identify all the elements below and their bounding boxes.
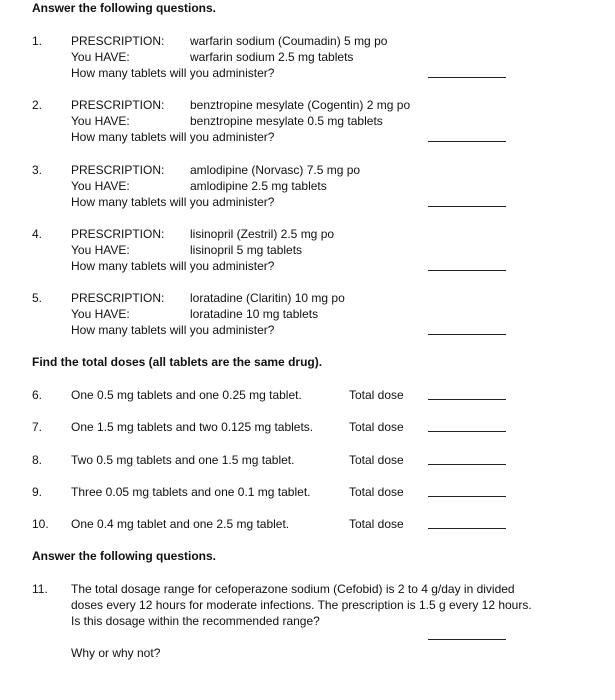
section3-heading: Answer the following questions. (32, 549, 217, 563)
have-value: lisinopril 5 mg tablets (190, 243, 303, 257)
prescription-value: benztropine mesylate (Cogentin) 2 mg po (190, 98, 411, 112)
answer-blank-2[interactable] (428, 141, 506, 142)
answer-blank-9[interactable] (428, 496, 506, 497)
question-number: 2. (32, 98, 43, 112)
prescription-value: loratadine (Claritin) 10 mg po (190, 291, 345, 305)
question-text-line: Is this dosage within the recommended range? (71, 614, 320, 628)
prescription-label: PRESCRIPTION: (71, 34, 165, 48)
question-number: 8. (32, 453, 43, 467)
question-number: 10. (32, 517, 49, 531)
total-dose-label: Total dose (349, 517, 404, 531)
total-dose-label: Total dose (349, 485, 404, 499)
have-value: benztropine mesylate 0.5 mg tablets (190, 114, 383, 128)
followup-question: Why or why not? (71, 646, 161, 660)
question-text: One 0.5 mg tablets and one 0.25 mg tablet. (71, 388, 302, 402)
question-text: Two 0.5 mg tablets and one 1.5 mg tablet. (71, 453, 295, 467)
total-dose-label: Total dose (349, 388, 404, 402)
question-text: How many tablets will you administer? (71, 195, 275, 209)
prescription-value: lisinopril (Zestril) 2.5 mg po (190, 227, 335, 241)
prescription-value: amlodipine (Norvasc) 7.5 mg po (190, 163, 361, 177)
answer-blank-7[interactable] (428, 431, 506, 432)
question-number: 11. (32, 582, 48, 596)
question-number: 5. (32, 291, 43, 305)
question-text: How many tablets will you administer? (71, 66, 275, 80)
have-label: You HAVE: (71, 179, 130, 193)
question-number: 1. (32, 34, 43, 48)
have-label: You HAVE: (71, 114, 130, 128)
prescription-value: warfarin sodium (Coumadin) 5 mg po (190, 34, 388, 48)
question-number: 7. (32, 420, 43, 434)
question-number: 6. (32, 388, 43, 402)
section2-heading: Find the total doses (all tablets are the same drug). (32, 355, 323, 369)
answer-blank-4[interactable] (428, 270, 506, 271)
answer-blank-11[interactable] (428, 639, 506, 640)
total-dose-label: Total dose (349, 453, 404, 467)
have-label: You HAVE: (71, 307, 130, 321)
total-dose-label: Total dose (349, 420, 404, 434)
prescription-label: PRESCRIPTION: (71, 163, 165, 177)
answer-blank-6[interactable] (428, 399, 506, 400)
answer-blank-5[interactable] (428, 334, 506, 335)
question-text: How many tablets will you administer? (71, 259, 275, 273)
question-text-line: doses every 12 hours for moderate infections. The prescription is 1.5 g every 12 hours. (71, 598, 532, 612)
have-value: amlodipine 2.5 mg tablets (190, 179, 327, 193)
question-number: 9. (32, 485, 43, 499)
question-text: One 1.5 mg tablets and two 0.125 mg tablets. (71, 420, 314, 434)
answer-blank-3[interactable] (428, 206, 506, 207)
prescription-label: PRESCRIPTION: (71, 227, 165, 241)
answer-blank-8[interactable] (428, 464, 506, 465)
prescription-label: PRESCRIPTION: (71, 291, 165, 305)
question-text: Three 0.05 mg tablets and one 0.1 mg tablet. (71, 485, 311, 499)
answer-blank-10[interactable] (428, 528, 506, 529)
question-text: How many tablets will you administer? (71, 130, 275, 144)
question-text: One 0.4 mg tablet and one 2.5 mg tablet. (71, 517, 290, 531)
answer-blank-1[interactable] (428, 77, 506, 78)
prescription-label: PRESCRIPTION: (71, 98, 165, 112)
question-number: 3. (32, 163, 43, 177)
question-text: How many tablets will you administer? (71, 323, 275, 337)
have-value: warfarin sodium 2.5 mg tablets (190, 50, 354, 64)
have-label: You HAVE: (71, 50, 130, 64)
have-label: You HAVE: (71, 243, 130, 257)
section1-heading: Answer the following questions. (32, 1, 217, 15)
have-value: loratadine 10 mg tablets (190, 307, 319, 321)
question-text-line: The total dosage range for cefoperazone sodium (Cefobid) is 2 to 4 g/day in divided (71, 582, 515, 596)
question-number: 4. (32, 227, 43, 241)
